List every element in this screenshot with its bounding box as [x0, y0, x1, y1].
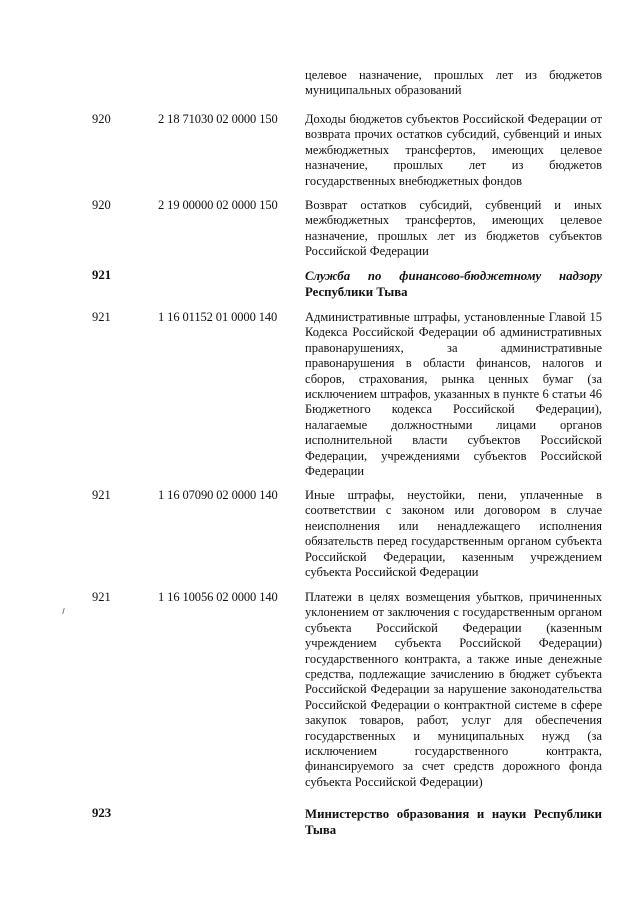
admin-code: 921: [92, 310, 111, 324]
admin-code: 923: [92, 806, 112, 820]
row-description: Доходы бюджетов субъектов Российской Федерации от возврата прочих остатков субсидий, субвенций и иных межбюджетных трансфертов, имеющих целевое назначение, прошлых лет из бюджетов государственных внебюджетных фондов: [305, 112, 602, 188]
row-description: Административные штрафы, установленные Главой 15 Кодекса Российской Федерации об административных правонарушениях, за административные правонарушения в области финансов, налогов и сборов, страхования, рынка ценных бумаг (за исключением штрафов, указанных в пункте 6 статьи 46 Бюджетного кодекса Российской Федерации), налагаемые должностными лицами органов исполнительной власти субъектов Российской Федерации, учреждениями субъектов Российской Федерации: [305, 310, 602, 479]
admin-code: 921: [92, 590, 111, 604]
admin-code: 920: [92, 112, 111, 126]
admin-code: 920: [92, 198, 111, 212]
budget-classification-code: 1 16 10056 02 0000 140: [158, 590, 278, 604]
row-description: Платежи в целях возмещения убытков, причиненных уклонением от заключения с государственным органом субъекта Российской Федерации (казенным учреждением субъекта Российской Федерации) государственного контракта, а также иные денежные средства, подлежащие зачислению в бюджет субъекта Российской Федерации за нарушение законодательства Российской Федерации о контрактной системе в сфере закупок товаров, работ, услуг для обеспечения государственных и муниципальных нужд (за исключением государственного контракта, финансируемого за счет средств дорожного фонда субъекта Российской Федерации): [305, 590, 602, 789]
scan-mark: [62, 608, 65, 614]
row-description: целевое назначение, прошлых лет из бюджетов муниципальных образований: [305, 68, 602, 98]
section-title: Министерство образования и науки Республики Тыва: [305, 807, 602, 837]
row-description: Возврат остатков субсидий, субвенций и иных межбюджетных трансфертов, имеющих целевое назначение, прошлых лет из бюджетов субъектов Российской Федерации: [305, 198, 602, 259]
row-description: Иные штрафы, неустойки, пени, уплаченные в соответствии с законом или договором в случае неисполнения или ненадлежащего исполнения обязательств перед государственным органом субъекта Российской Федерации, казенным учреждением субъекта Российской Федерации: [305, 488, 602, 580]
section-title-main: Служба по финансово-бюджетному надзору: [305, 269, 602, 283]
admin-code: 921: [92, 268, 112, 282]
section-title-tail: Республики Тыва: [305, 285, 408, 299]
section-title: [305, 268, 602, 300]
admin-code: 921: [92, 488, 111, 502]
budget-classification-code: 1 16 07090 02 0000 140: [158, 488, 278, 502]
budget-classification-code: 2 18 71030 02 0000 150: [158, 112, 278, 126]
budget-classification-code: 1 16 01152 01 0000 140: [158, 310, 278, 324]
budget-classification-code: 2 19 00000 02 0000 150: [158, 198, 278, 212]
